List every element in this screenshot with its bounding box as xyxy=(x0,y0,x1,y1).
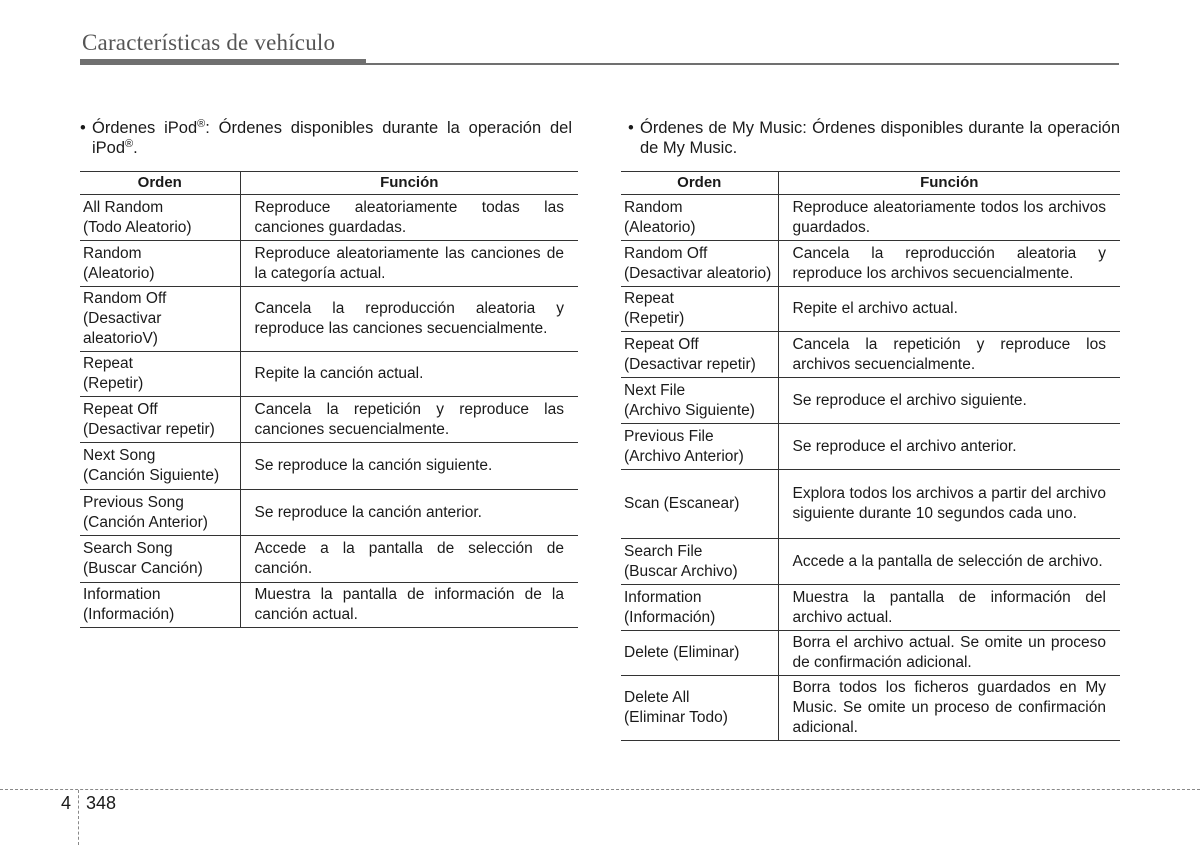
table-header-row xyxy=(80,172,578,195)
function-cell: Cancela la reproducción aleatoria y reproduce los archivos secuencialmente. xyxy=(778,241,1120,287)
table-row xyxy=(621,424,1120,470)
command-cell xyxy=(621,378,778,424)
command-name-line: Random Off xyxy=(624,244,708,262)
command-name-line: Delete (Eliminar) xyxy=(624,644,740,661)
command-name-line: (Información) xyxy=(83,606,175,623)
command-name-line: Repeat Off xyxy=(83,400,158,418)
command-name-line: (Archivo Siguiente) xyxy=(624,401,755,419)
command-name-line: Previous File xyxy=(624,427,714,445)
command-cell xyxy=(80,195,240,241)
command-cell xyxy=(80,287,240,352)
command-cell xyxy=(621,585,778,631)
function-cell: Se reproduce la canción siguiente. xyxy=(240,443,578,490)
command-name-line: Repeat xyxy=(83,355,133,372)
ipod-commands-intro xyxy=(80,118,572,158)
function-cell: Reproduce aleatoriamente todos los archivos guardados. xyxy=(778,195,1120,241)
table-row xyxy=(80,443,578,490)
table-row xyxy=(80,287,578,352)
ipod-intro-text: Órdenes iPod®: Órdenes disponibles durante la operación del iPod®. xyxy=(92,118,572,157)
command-name-line: Search File xyxy=(624,542,703,560)
command-name-line: (Canción Siguiente) xyxy=(83,467,220,484)
command-name-line: (Desactivar repetir) xyxy=(83,420,215,438)
command-cell xyxy=(80,536,240,583)
command-cell xyxy=(80,443,240,490)
my-music-commands-intro xyxy=(628,118,1120,158)
table-row xyxy=(80,583,578,628)
table-row xyxy=(621,378,1120,424)
header-rule-thin xyxy=(366,63,1119,65)
function-cell: Muestra la pantalla de información de la canción actual. xyxy=(240,583,578,628)
table-row xyxy=(621,470,1120,539)
command-name-line: (Información) xyxy=(624,608,716,626)
table-row xyxy=(621,631,1120,676)
command-name-line: Information xyxy=(83,586,161,603)
table-row xyxy=(621,539,1120,585)
function-cell: Cancela la repetición y reproduce los archivos secuencialmente. xyxy=(778,332,1120,378)
function-cell: Repite el archivo actual. xyxy=(778,287,1120,332)
page-number: 348 xyxy=(86,793,117,813)
function-cell: Reproduce aleatoriamente las canciones de la categoría actual. xyxy=(240,241,578,287)
table-row xyxy=(621,332,1120,378)
function-cell: Cancela la reproducción aleatoria y reproduce las canciones secuencialmente. xyxy=(240,287,578,352)
command-name-line: (Aleatorio) xyxy=(83,264,155,282)
command-name-line: Next File xyxy=(624,381,686,399)
header-rule-thick xyxy=(80,59,366,65)
command-cell xyxy=(80,490,240,536)
command-name-line: Random Off xyxy=(83,290,167,307)
command-name-line: (Todo Aleatorio) xyxy=(83,218,192,236)
ipod-commands-table xyxy=(80,171,578,628)
chapter-number: 4 xyxy=(61,793,72,813)
function-cell: Accede a la pantalla de selección de archivo. xyxy=(778,539,1120,585)
command-name-line: Next Song xyxy=(83,447,156,464)
table-row xyxy=(80,397,578,443)
column-header-funcion: Función xyxy=(778,172,1120,195)
table-header-row xyxy=(621,172,1120,195)
table-row xyxy=(621,287,1120,332)
command-name-line: Previous Song xyxy=(83,493,184,511)
function-cell: Se reproduce el archivo anterior. xyxy=(778,424,1120,470)
command-cell xyxy=(621,631,778,676)
my-music-intro-text: Órdenes de My Music: Órdenes disponibles durante la operación de My Music. xyxy=(640,119,1120,157)
bullet: • xyxy=(80,119,86,137)
command-cell xyxy=(621,470,778,539)
command-cell xyxy=(621,676,778,741)
function-cell: Cancela la repetición y reproduce las canciones secuencialmente. xyxy=(240,397,578,443)
command-name-line: (Canción Anterior) xyxy=(83,513,208,531)
function-cell: Muestra la pantalla de información del archivo actual. xyxy=(778,585,1120,631)
command-cell xyxy=(80,583,240,628)
command-name-line: (Desactivar repetir) xyxy=(624,355,756,373)
table-row xyxy=(80,490,578,536)
footer-dashed-rule xyxy=(0,789,1200,790)
command-cell xyxy=(80,397,240,443)
table-row xyxy=(80,536,578,583)
bullet: • xyxy=(628,119,634,137)
command-cell xyxy=(80,241,240,287)
function-cell: Borra todos los ficheros guardados en My Music. Se omite un proceso de confirmación adicional. xyxy=(778,676,1120,741)
command-cell xyxy=(621,424,778,470)
function-cell: Explora todos los archivos a partir del archivo siguiente durante 10 segundos cada uno. xyxy=(778,470,1120,539)
command-name-line: (Aleatorio) xyxy=(624,218,696,236)
command-name-line: (Buscar Canción) xyxy=(83,560,203,577)
table-row xyxy=(621,676,1120,741)
function-cell: Repite la canción actual. xyxy=(240,352,578,397)
command-name-line: Scan (Escanear) xyxy=(624,495,740,512)
command-cell xyxy=(80,352,240,397)
command-cell xyxy=(621,195,778,241)
command-name-line: aleatorioV) xyxy=(83,330,158,347)
command-name-line: Delete All xyxy=(624,689,690,706)
command-cell xyxy=(621,539,778,585)
footer-separator xyxy=(78,790,79,845)
function-cell: Se reproduce la canción anterior. xyxy=(240,490,578,536)
command-name-line: Random xyxy=(624,198,683,216)
command-name-line: (Desactivar aleatorio) xyxy=(624,264,772,282)
table-row xyxy=(80,352,578,397)
command-name-line: (Buscar Archivo) xyxy=(624,562,738,580)
command-name-line: Random xyxy=(83,244,142,262)
command-name-line: Search Song xyxy=(83,540,173,557)
column-header-orden: Orden xyxy=(80,172,240,195)
table-row xyxy=(621,195,1120,241)
command-name-line: (Archivo Anterior) xyxy=(624,447,744,465)
page-header-title: Características de vehículo xyxy=(82,30,336,55)
table-row xyxy=(621,585,1120,631)
column-header-funcion: Función xyxy=(240,172,578,195)
my-music-commands-table xyxy=(621,171,1120,741)
function-cell: Reproduce aleatoriamente todas las canciones guardadas. xyxy=(240,195,578,241)
command-name-line: Repeat Off xyxy=(624,335,699,353)
function-cell: Borra el archivo actual. Se omite un proceso de confirmación adicional. xyxy=(778,631,1120,676)
command-name-line: (Desactivar xyxy=(83,310,162,327)
function-cell: Accede a la pantalla de selección de canción. xyxy=(240,536,578,583)
command-cell xyxy=(621,287,778,332)
command-name-line: (Repetir) xyxy=(83,375,144,392)
table-row xyxy=(621,241,1120,287)
command-name-line: Information xyxy=(624,588,702,606)
function-cell: Se reproduce el archivo siguiente. xyxy=(778,378,1120,424)
command-name-line: (Eliminar Todo) xyxy=(624,709,728,726)
table-row xyxy=(80,195,578,241)
command-name-line: Repeat xyxy=(624,290,674,307)
column-header-orden: Orden xyxy=(621,172,778,195)
table-row xyxy=(80,241,578,287)
command-name-line: (Repetir) xyxy=(624,310,685,327)
command-cell xyxy=(621,332,778,378)
command-cell xyxy=(621,241,778,287)
command-name-line: All Random xyxy=(83,198,164,216)
